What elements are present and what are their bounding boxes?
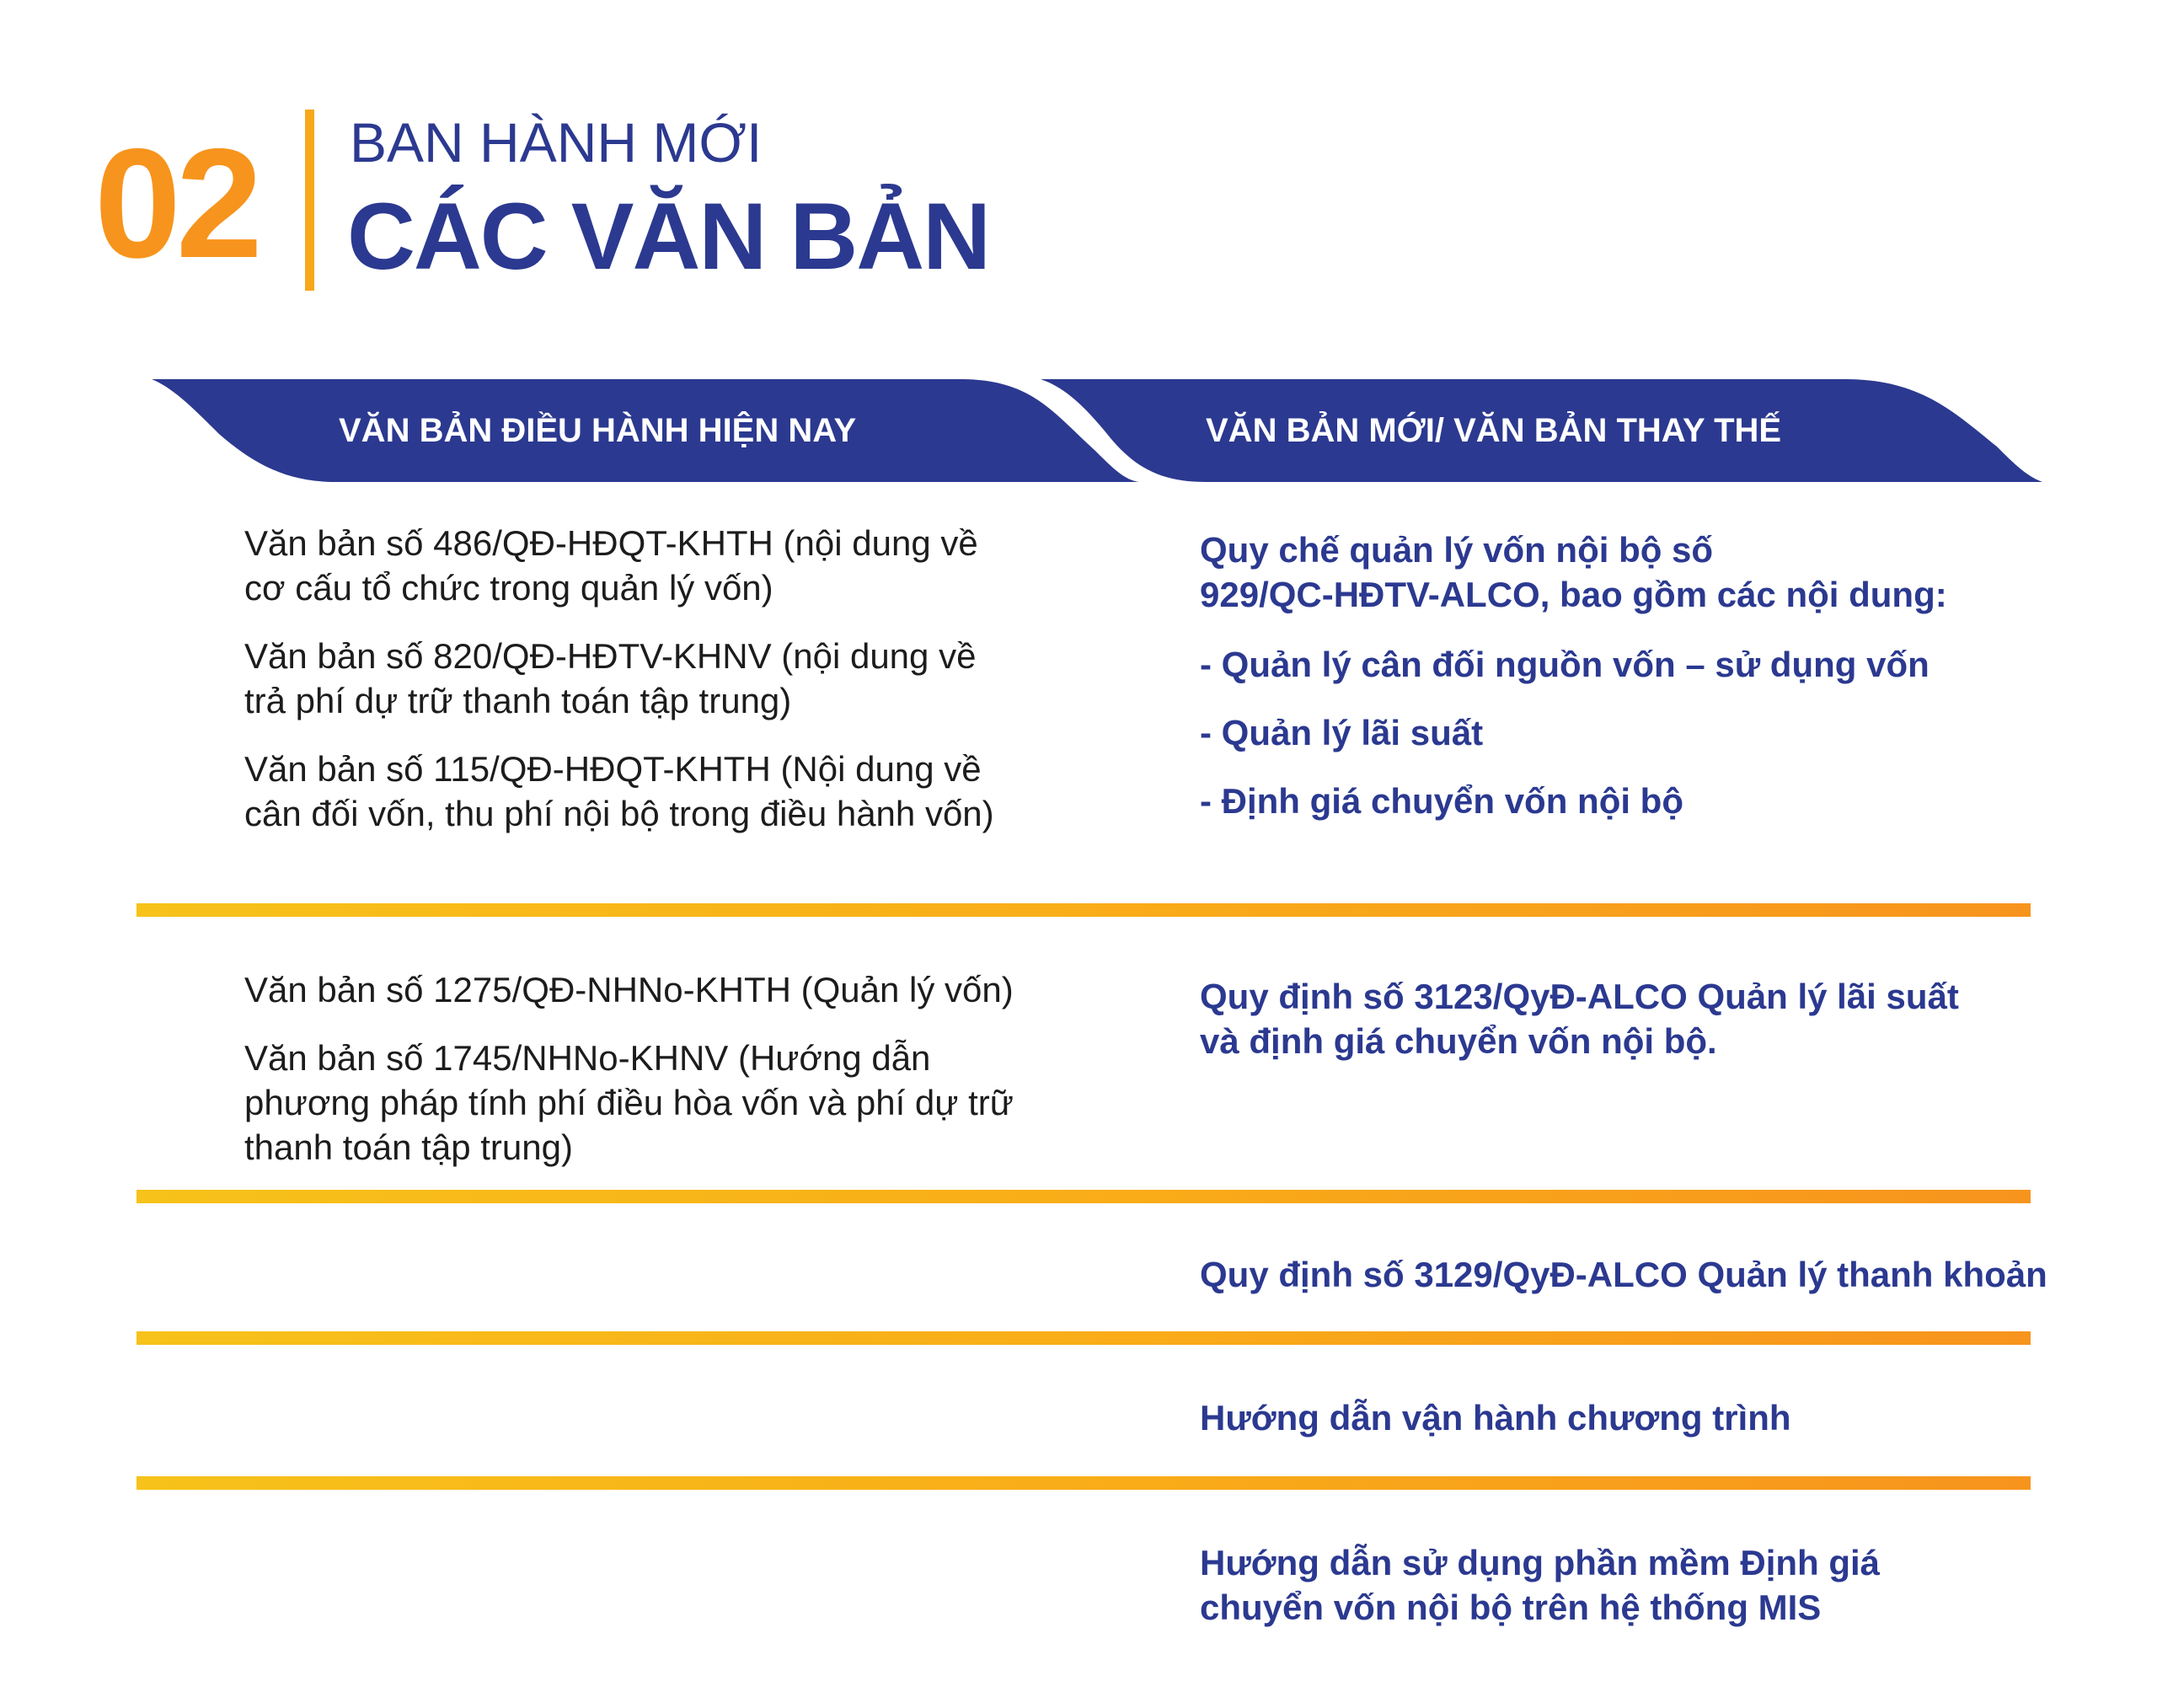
row-separator <box>136 1190 2031 1203</box>
header-title: CÁC VĂN BẢN <box>347 184 989 289</box>
row-2-current-docs <box>244 967 1188 1170</box>
section-number: 02 <box>94 117 258 291</box>
column-header-new: VĂN BẢN MỚI/ VĂN BẢN THAY THẾ <box>1206 412 1782 449</box>
row-separator <box>136 903 2031 917</box>
row-4-new-docs <box>1200 1395 2144 1440</box>
row-separator <box>136 1476 2031 1490</box>
header-divider <box>305 110 314 291</box>
doc-item: Văn bản số 115/QĐ-HĐQT-KHTH (Nội dung về cân đối vốn, thu phí nội bộ trong điều hành vốn) <box>244 749 994 833</box>
doc-item: Văn bản số 1745/NHNo-KHNV (Hướng dẫn phương pháp tính phí điều hòa vốn và phí dự trữ thanh toán tập trung) <box>244 1038 1014 1167</box>
doc-bullet: - Định giá chuyển vốn nội bộ <box>1200 781 1683 821</box>
doc-item: Văn bản số 486/QĐ-HĐQT-KHTH (nội dung về cơ cấu tổ chức trong quản lý vốn) <box>244 523 978 608</box>
doc-item: Văn bản số 820/QĐ-HĐTV-KHNV (nội dung về trả phí dự trữ thanh toán tập trung) <box>244 636 977 720</box>
doc-bullet: - Quản lý cân đối nguồn vốn – sử dụng vốn <box>1200 645 1930 684</box>
column-header-current: VĂN BẢN ĐIỀU HÀNH HIỆN NAY <box>339 412 857 449</box>
doc-item: Văn bản số 1275/QĐ-NHNo-KHTH (Quản lý vốn) <box>244 970 1014 1009</box>
doc-item: Quy chế quản lý vốn nội bộ số 929/QC-HĐTV-ALCO, bao gồm các nội dung: <box>1200 530 1947 614</box>
doc-item: Quy định số 3129/QyĐ-ALCO Quản lý thanh khoản <box>1200 1255 2047 1294</box>
row-5-new-docs <box>1200 1540 2144 1630</box>
row-1-current-docs <box>244 521 1188 836</box>
row-1-new-docs <box>1200 527 2144 823</box>
row-separator <box>136 1331 2031 1345</box>
row-3-new-docs <box>1200 1252 2144 1297</box>
row-2-new-docs <box>1200 974 2144 1063</box>
header-subtitle: BAN HÀNH MỚI <box>350 111 763 174</box>
doc-item: Quy định số 3123/QyĐ-ALCO Quản lý lãi suất và định giá chuyển vốn nội bộ. <box>1200 977 1959 1061</box>
doc-item: Hướng dẫn vận hành chương trình <box>1200 1398 1791 1438</box>
doc-bullet: - Quản lý lãi suất <box>1200 713 1484 752</box>
doc-item: Hướng dẫn sử dụng phần mềm Định giá chuyển vốn nội bộ trên hệ thống MIS <box>1200 1543 1881 1627</box>
